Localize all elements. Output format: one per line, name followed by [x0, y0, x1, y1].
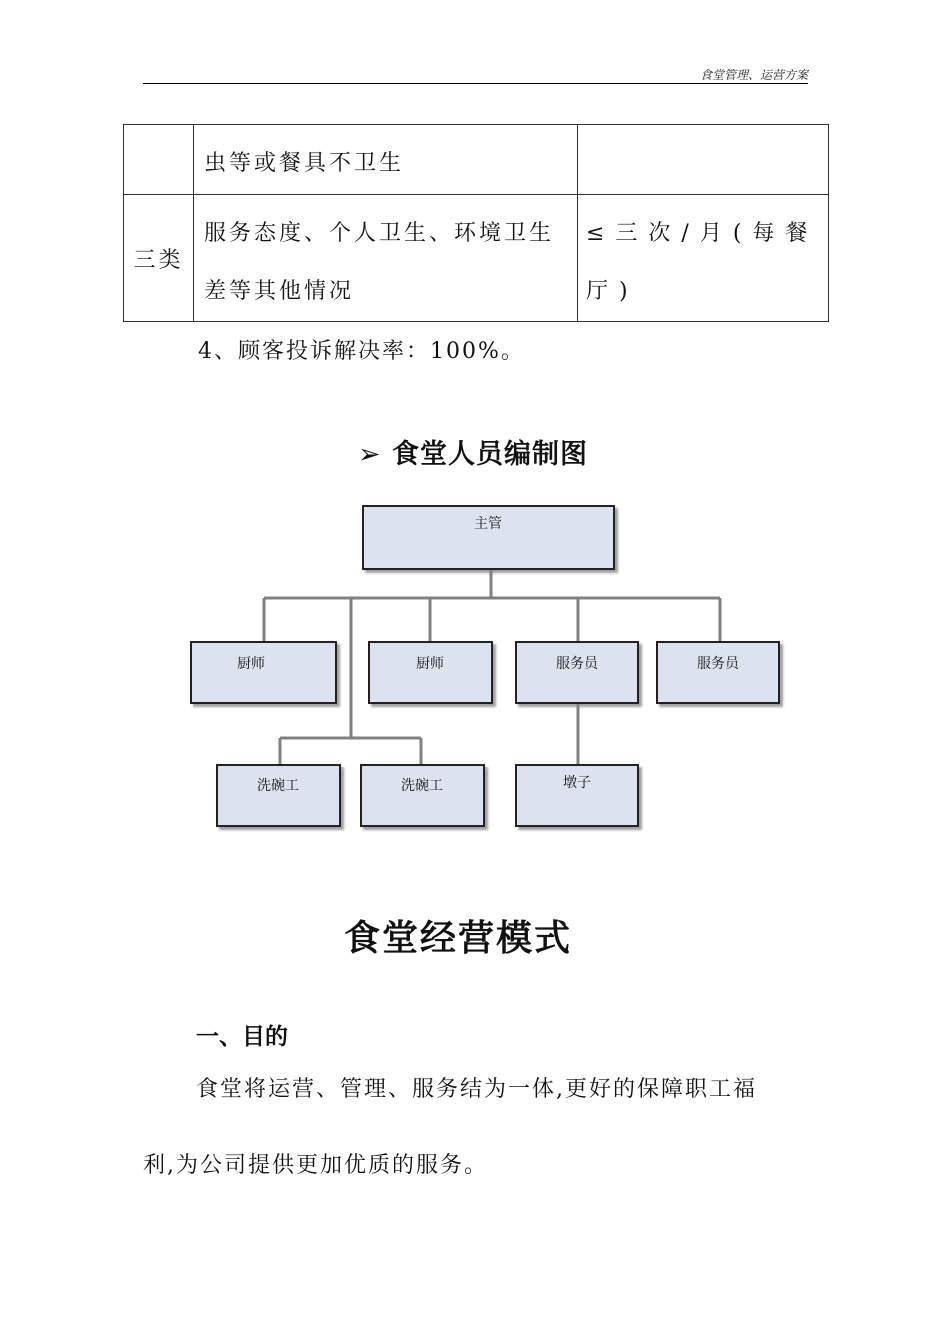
description-text: 服务态度、个人卫生、环境卫生差等其他情况	[204, 221, 555, 304]
org-node-supervisor	[363, 506, 614, 569]
description-text: 虫等或餐具不卫生	[204, 151, 405, 176]
node-label: 墩子	[563, 775, 591, 791]
node-label: 服务员	[556, 656, 598, 672]
sub-heading: 一、目的	[196, 1024, 288, 1050]
limit-text: ≤三次/月(每餐厅)	[586, 221, 819, 304]
org-node-dishwasher	[361, 765, 484, 826]
running-header: 食堂管理、运营方案	[699, 68, 808, 82]
node-label: 洗碗工	[401, 778, 443, 794]
node-label: 洗碗工	[257, 778, 299, 794]
body-paragraph-line: 利,为公司提供更加优质的服务。	[143, 1153, 488, 1178]
bullet-arrow-icon: ➢	[358, 439, 382, 470]
org-node-chef	[369, 642, 492, 703]
org-node-dishwasher	[217, 765, 340, 826]
category-cell: 三类	[124, 195, 194, 322]
org-chart-title: 食堂人员编制图	[392, 439, 589, 470]
node-label: 厨师	[416, 656, 444, 672]
body-paragraph-line: 食堂将运营、管理、服务结为一体,更好的保障职工福	[196, 1077, 757, 1102]
org-node-waiter	[516, 642, 638, 703]
org-node-waiter	[657, 642, 779, 703]
node-label: 厨师	[237, 656, 265, 672]
org-node-chef	[191, 642, 336, 703]
complaint-resolution-rate: 4、顾客投诉解决率：100%。	[198, 339, 525, 364]
node-label: 主管	[474, 516, 502, 532]
org-node-cutter	[516, 765, 638, 826]
node-label: 服务员	[697, 656, 739, 672]
section-title: 食堂经营模式	[343, 917, 572, 959]
